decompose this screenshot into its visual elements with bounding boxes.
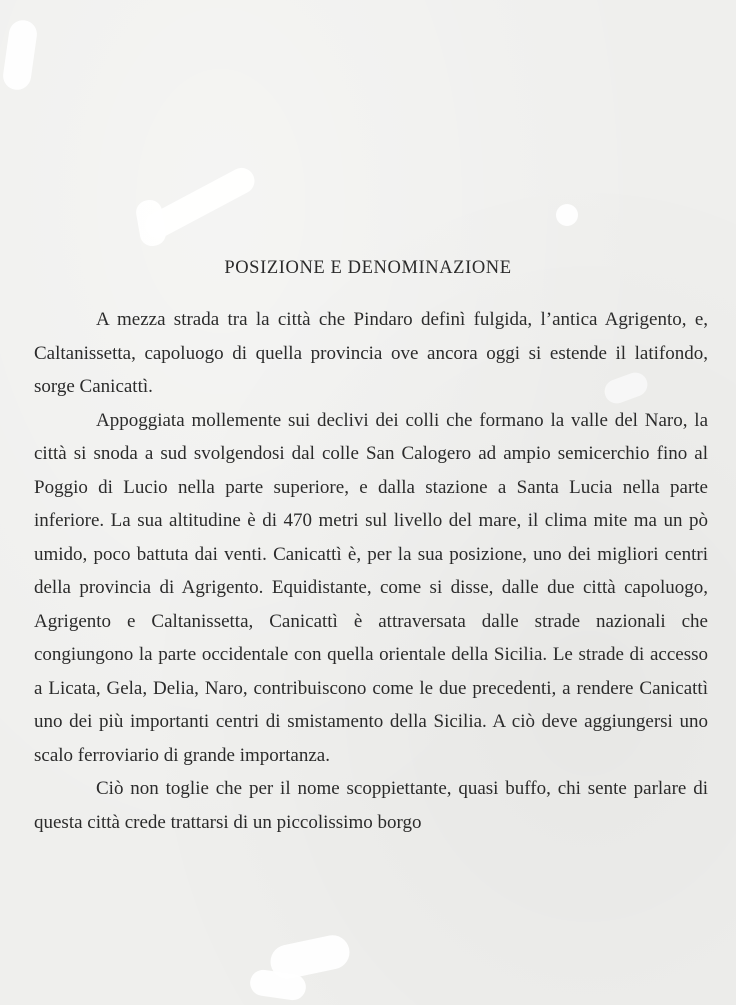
scan-blot bbox=[134, 198, 168, 248]
body-text bbox=[34, 303, 708, 839]
page-title: POSIZIONE E DENOMINAZIONE bbox=[224, 258, 512, 278]
paragraph: Ciò non toglie che per il nome scoppiettante, quasi buffo, chi sente parlare di questa città crede trattarsi di un piccolissimo borgo bbox=[34, 778, 708, 833]
paragraph: Appoggiata mollemente sui declivi dei colli che formano la valle del Naro, la città si snoda a sud svolgendosi dal colle San Calogero ad ampio semicerchio fino al Poggio di Lucio nella parte superiore, e dalla stazione a Santa Lucia nella parte inferiore. La sua altitudine è di 470 metri sul livello del mare, il clima mite ma un pò umido, poco battuta dai venti. Canicattì è, per la sua posizione, uno dei migliori centri della provincia di Agrigento. Equidistante, come si disse, dalle due città capoluogo, Agrigento e Caltanissetta, Canicattì è attraversata dalle strade nazionali che congiungono la parte occidentale con quella orientale della Sicilia. Le strade di accesso a Licata, Gela, Delia, Naro, contribuiscono come le due precedenti, a rendere Canicattì uno dei più importanti centri di smistamento della Sicilia. A ciò deve aggiungersi uno scalo ferroviario di grande importanza. bbox=[34, 409, 708, 766]
paragraph: A mezza strada tra la città che Pindaro definì fulgida, l’antica Agrigento, e, Caltanissetta, capoluogo di quella provincia ove ancora oggi si estende il latifondo, sorge Canicattì. bbox=[34, 309, 708, 397]
scan-blot bbox=[556, 204, 578, 226]
scan-blot bbox=[1, 18, 38, 91]
